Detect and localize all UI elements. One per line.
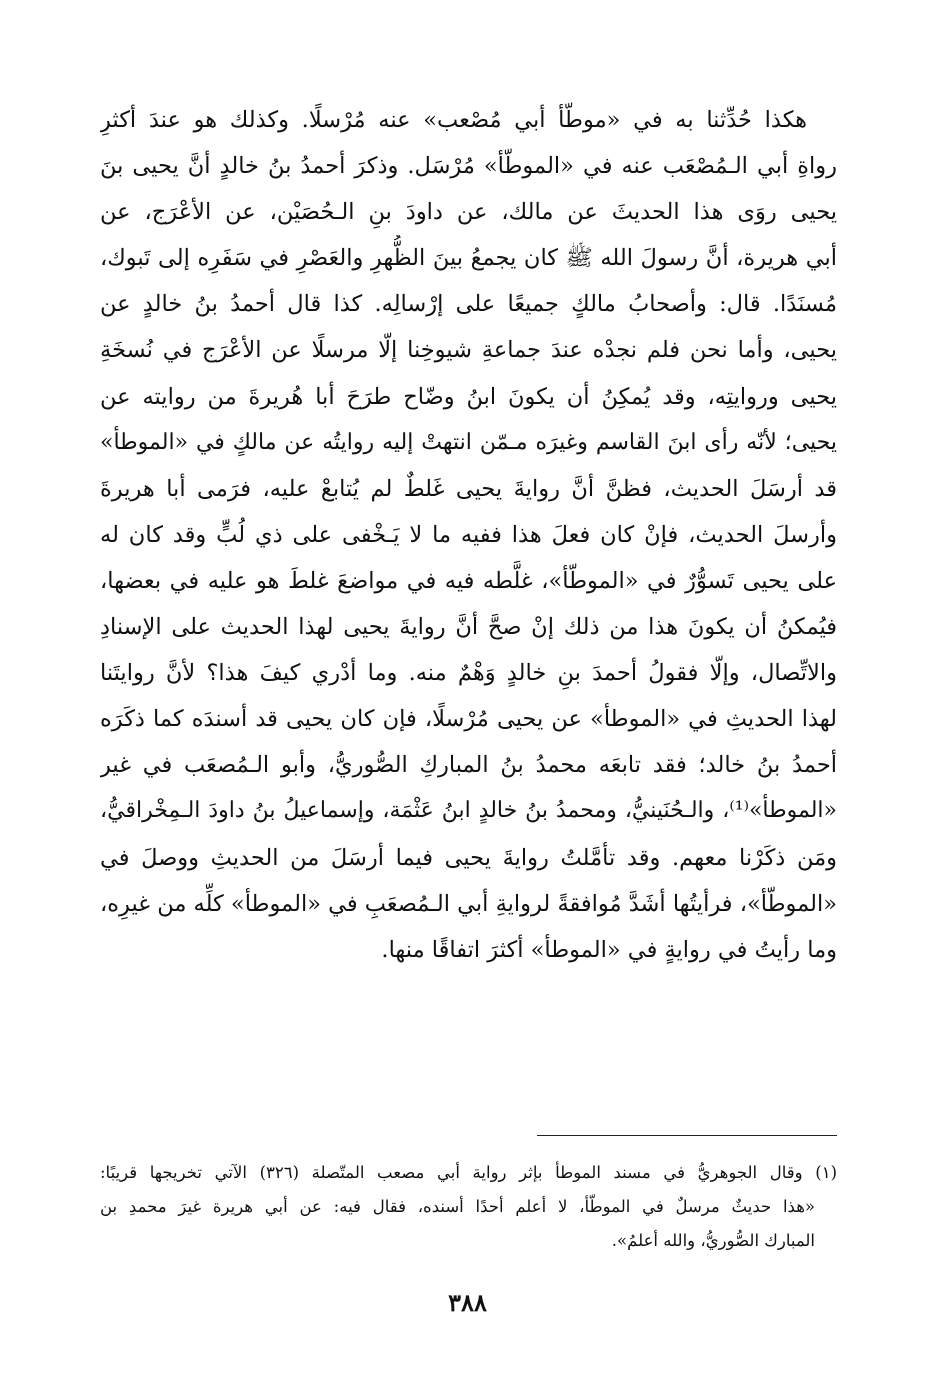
body-line: على يحيى تَسوُّرٌ في «الموطّأ»، غلَّطه فيه في مواضعَ غلطَ هو عليه في بعضها، (100, 567, 837, 594)
page-number: ٣٨٨ (448, 1288, 487, 1317)
body-line: ومَن ذكَرْنا معهم. وقد تأمَّلتُ روايةَ يحيى فيما أرسَلَ من الحديثِ ووصلَ في (100, 844, 837, 871)
body-line: يحيى روَى هذا الحديثَ عن مالك، عن داودَ بنِ الـحُصَيْن، عن الأعْرَج، عن (100, 199, 837, 226)
footnote-line: المبارك الصُّوريُّ، والله أعلمُ». (611, 1231, 815, 1250)
body-line: والاتِّصال، وإلّا فقولُ أحمدَ بنِ خالدٍ وَهْمٌ منه. وما أدْري كيفَ هذا؟ لأنَّ روايتَنا (100, 660, 837, 687)
footnotes-block (100, 1156, 837, 1258)
footnote-separator (537, 1135, 837, 1136)
body-line: «الموطأ»⁽¹⁾، والـحُنَينيُّ، ومحمدُ بنُ خالدٍ ابنُ عَثْمَة، وإسماعيلُ بنُ داودَ الـمِخْراقيُّ، (100, 798, 837, 824)
body-line: «الموطّأ»، فرأيتُها أشَدَّ مُوافقةً لروايةِ أبي الـمُصعَبِ في «الموطأ» كلِّه من غيرِه، (100, 890, 837, 917)
body-line: لهذا الحديثِ في «الموطأ» عن يحيى مُرْسلًا، فإن كان يحيى قد أسندَه كما ذكَرَه (100, 706, 837, 733)
body-line: رواةِ أبي الـمُصْعَب عنه في «الموطّأ» مُرْسَل. وذكرَ أحمدُ بنُ خالدٍ أنَّ يحيى بنَ (100, 153, 837, 180)
body-line: وأرسلَ الحديث، فإنْ كان فعلَ هذا ففيه ما لا يَـخْفى على ذي لُبٍّ وقد كان له (100, 521, 837, 548)
body-line: يحيى، وأما نحن فلم نجدْه عندَ جماعةِ شيوخِنا إلّا مرسلًا عن الأعْرَج في نُسخَةِ (100, 337, 837, 364)
body-line: يحيى وروايتِه، وقد يُمكِنُ أن يكونَ ابنُ وضّاح طرَحَ أبا هُريرةَ من روايته عن (100, 383, 837, 410)
body-line: مُسنَدًا. قال: وأصحابُ مالكٍ جميعًا على إرْسالِه. كذا قال أحمدُ بنُ خالدٍ عن (100, 291, 837, 318)
body-line: أبي هريرة، أنَّ رسولَ الله ﷺ كان يجمعُ بينَ الظُّهرِ والعَصْرِ في سَفَرِه إلى تَبوك، (100, 245, 837, 272)
body-line: قد أرسَلَ الحديث، فظنَّ أنَّ روايةَ يحيى غَلطٌ لم يُتابعْ عليه، فرَمى أبا هريرةَ (100, 475, 837, 502)
body-line: فيُمكنُ أن يكونَ هذا من ذلك إنْ صحَّ أنَّ روايةَ يحيى لهذا الحديث على الإسنادِ (100, 614, 837, 641)
body-line: أحمدُ بنُ خالد؛ فقد تابعَه محمدُ بنُ المباركِ الصُّوريُّ، وأبو الـمُصعَب في غير (100, 752, 837, 779)
footnote-line: (١) وقال الجوهريُّ في مسند الموطأ بإثر رواية أبي مصعب المتّصلة (٣٢٦) الآتي تخريجها قريبًا: (100, 1163, 837, 1182)
body-line: هكذا حُدِّثنا به في «موطّأ أبي مُصْعب» عنه مُرْسلًا. وكذلك هو عندَ أكثرِ (100, 107, 807, 133)
main-text-block (100, 97, 837, 973)
body-line: وما رأيتُ في روايةٍ في «الموطأ» أكثرَ اتفاقًا منها. (381, 936, 837, 963)
body-line: يحيى؛ لأنّه رأى ابنَ القاسم وغيرَه مـمّن انتهتْ إليه روايتُه عن مالكٍ في «الموطأ» (100, 429, 837, 455)
footnote-line: «هذا حديثٌ مرسلٌ في الموطّأ، لا أعلم أحدًا أسنده، فقال فيه: عن أبي هريرة غيرَ محمدِ بن (100, 1197, 815, 1216)
